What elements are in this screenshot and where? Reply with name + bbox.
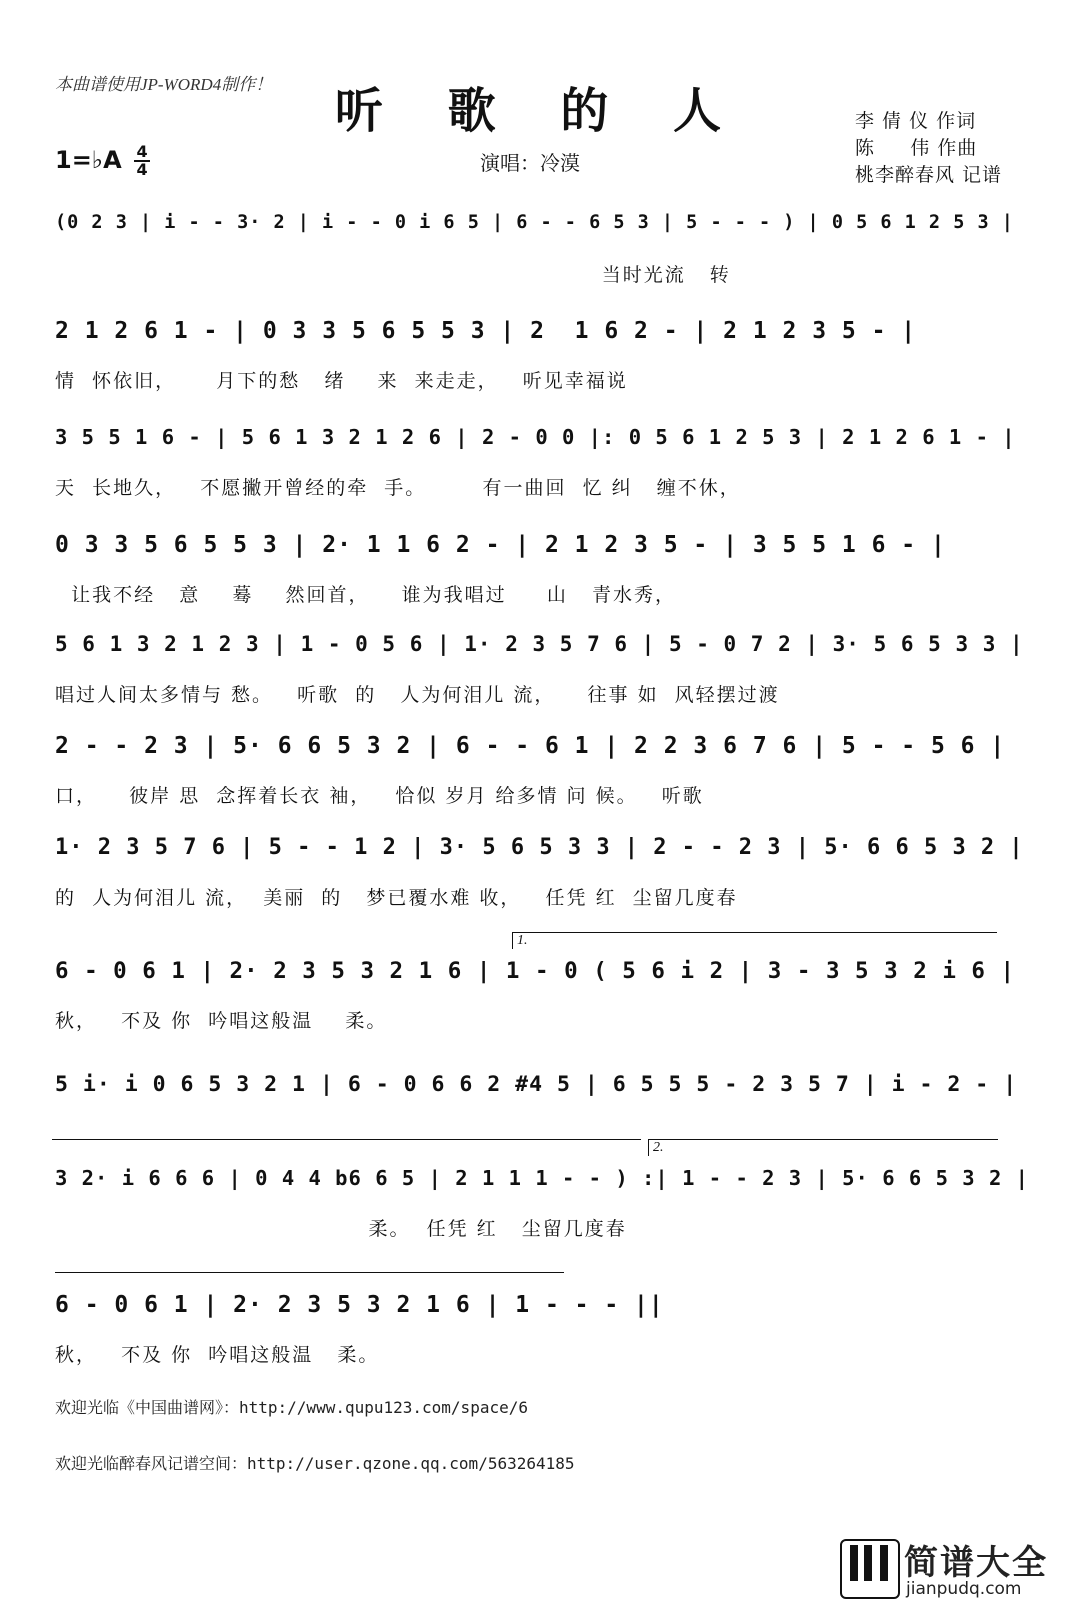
notation-line: 6 - 0 6 1 | 2· 2 3 5 3 2 1 6 | 1 - - - ||: [55, 1292, 664, 1318]
notation-line: 5 6 1 3 2 1 2 3 | 1 - 0 5 6 | 1· 2 3 5 7 6 | 5 - 0 7 2 | 3· 5 6 5 3 3 |: [55, 632, 1024, 656]
lyric-line: 柔。 任凭 红 尘留几度春: [55, 1218, 627, 1240]
singer-credit: 演唱：冷漠: [480, 151, 580, 175]
piano-icon: [840, 1539, 900, 1599]
site-logo[interactable]: [840, 1535, 1060, 1605]
key-text: 1=♭A: [55, 146, 122, 174]
notation-line: (0 2 3 | i - - 3· 2 | i - - 0 i 6 5 | 6 - - 6 5 3 | 5 - - - ) | 0 5 6 1 2 5 3 |: [55, 212, 1014, 233]
made-with-note: 本曲谱使用JP-WORD4制作！: [55, 75, 273, 94]
lyric-line: 情 怀依旧， 月下的愁 绪 来 来走走， 听见幸福说: [55, 370, 628, 392]
time-bottom: 4: [136, 160, 148, 179]
notation-line: 5 i· i 0 6 5 3 2 1 | 6 - 0 6 6 2 #4 5 | 6 5 5 5 - 2 3 5 7 | i - 2 - |: [55, 1072, 1018, 1097]
lyric-line: 天 长地久， 不愿撇开曾经的牵 手。 有一曲回 忆 纠 缠不休，: [55, 477, 741, 499]
time-top: 4: [136, 142, 148, 161]
volta-first-ending-continued: [52, 1139, 641, 1156]
lyric-line: 让我不经 意 蓦 然回首， 谁为我唱过 山 青水秀，: [55, 584, 676, 606]
lyric-line: 唱过人间太多情与 愁。 听歌 的 人为何泪儿 流， 往事 如 风轻摆过渡: [55, 684, 780, 706]
notation-line: 2 - - 2 3 | 5· 6 6 5 3 2 | 6 - - 6 1 | 2 2 3 6 7 6 | 5 - - 5 6 |: [55, 733, 1006, 759]
key-signature: [55, 142, 150, 179]
lyric-line: 秋， 不及 你 吟唱这般温 柔。: [55, 1010, 388, 1032]
volta-first-ending: 1.: [512, 932, 997, 949]
volta-second-ending: 2.: [648, 1139, 998, 1156]
credits: [855, 108, 1002, 189]
song-title: 听 歌 的 人: [334, 83, 746, 139]
notation-line: 2 1 2 6 1 - | 0 3 3 5 6 5 5 3 | 2 1 6 2 - | 2 1 2 3 5 - |: [55, 318, 917, 344]
lyric-line: 口， 彼岸 思 念挥着长衣 袖， 恰似 岁月 给多情 问 候。 听歌: [55, 785, 704, 807]
volta-second-ending-continued: [55, 1272, 564, 1289]
logo-site: jianpudq.com: [906, 1579, 1022, 1599]
time-signature: [134, 142, 150, 179]
composer-credit: 陈 伟 作曲: [855, 137, 978, 159]
lyric-line: 当时光流 转: [55, 264, 731, 286]
notation-line: 0 3 3 5 6 5 5 3 | 2· 1 1 6 2 - | 2 1 2 3 5 - | 3 5 5 1 6 - |: [55, 532, 946, 558]
lyric-line: 的 人为何泪儿 流， 美丽 的 梦已覆水难 收， 任凭 红 尘留几度春: [55, 887, 738, 909]
notation-line: 3 2· i 6 6 6 | 0 4 4 b6 6 5 | 2 1 1 1 - - ) :| 1 - - 2 3 | 5· 6 6 5 3 2 |: [55, 1166, 1029, 1190]
transcriber-credit: 桃李醉春风 记谱: [855, 164, 1003, 186]
footer-link-2[interactable]: 欢迎光临醉春风记谱空间：http://user.qzone.qq.com/563264185: [55, 1454, 575, 1473]
notation-line: 3 5 5 1 6 - | 5 6 1 3 2 1 2 6 | 2 - 0 0 |: 0 5 6 1 2 5 3 | 2 1 2 6 1 - |: [55, 425, 1016, 449]
lyricist-credit: 李 倩 仪 作词: [855, 110, 977, 132]
notation-line: 1· 2 3 5 7 6 | 5 - - 1 2 | 3· 5 6 5 3 3 | 2 - - 2 3 | 5· 6 6 5 3 2 |: [55, 835, 1024, 860]
lyric-line: 秋， 不及 你 吟唱这般温 柔。: [55, 1344, 380, 1366]
notation-line: 6 - 0 6 1 | 2· 2 3 5 3 2 1 6 | 1 - 0 ( 5 6 i 2 | 3 - 3 5 3 2 i 6 |: [55, 958, 1016, 984]
logo-brand: 简谱大全: [904, 1543, 1048, 1583]
footer-link-1[interactable]: 欢迎光临《中国曲谱网》：http://www.qupu123.com/space/6: [55, 1398, 528, 1417]
